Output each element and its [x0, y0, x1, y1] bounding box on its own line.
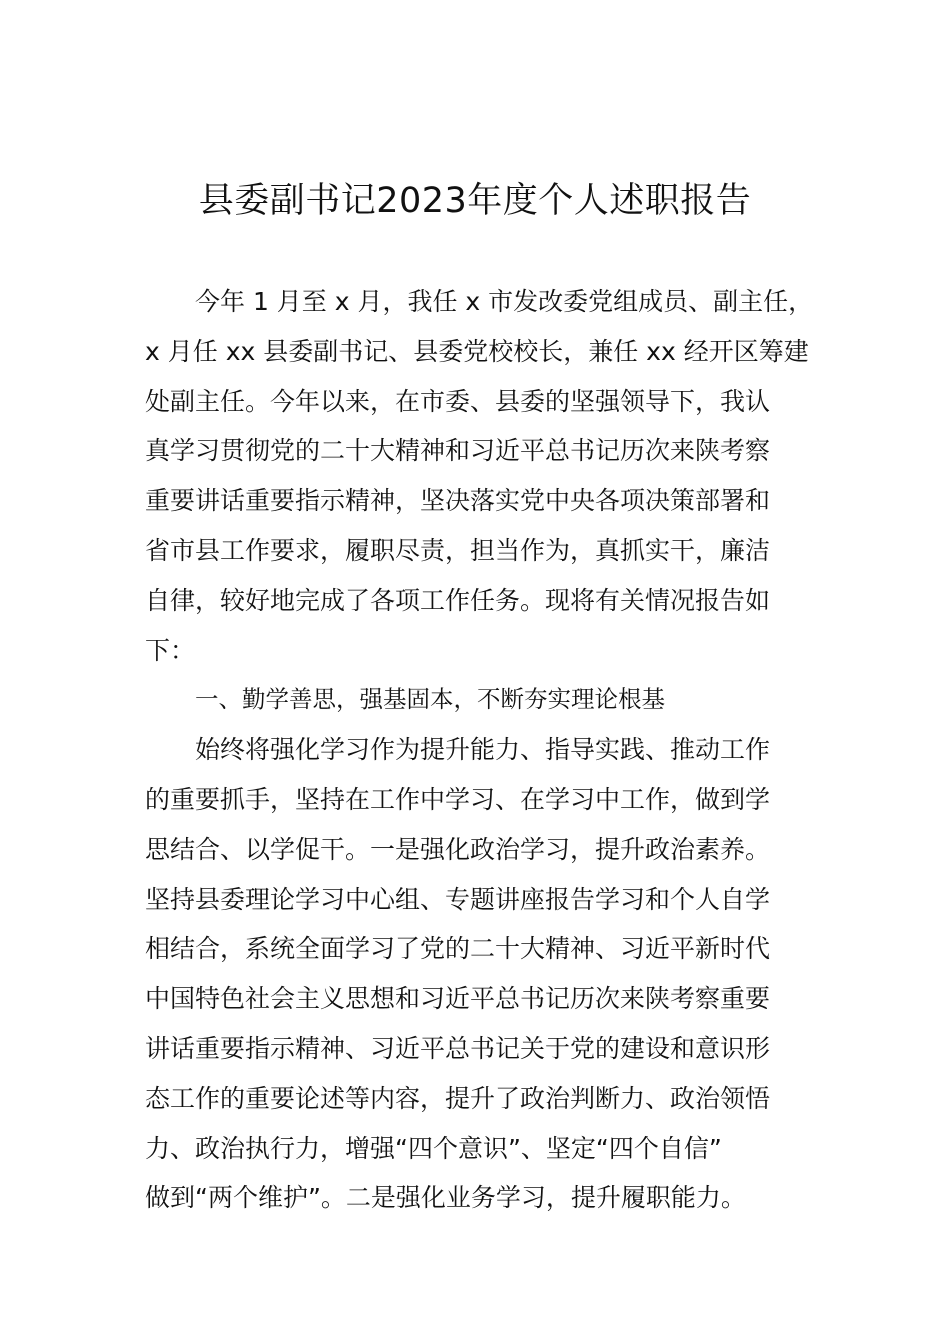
document-title: 县委副书记2023年度个人述职报告 — [198, 181, 752, 221]
paragraph-line: 相结合，系统全面学习了党的二十大精神、习近平新时代 — [145, 934, 771, 964]
paragraph-line: 思结合、以学促干。一是强化政治学习，提升政治素养。 — [145, 834, 771, 864]
paragraph-line: 今年 1 月至 x 月，我任 x 市发改委党组成员、副主任， — [195, 287, 814, 316]
paragraph-line: 省市县工作要求，履职尽责，担当作为，真抓实干，廉洁 — [145, 535, 771, 565]
document-body — [145, 277, 815, 1223]
paragraph-line: 自律，较好地完成了各项工作任务。现将有关情况报告如 — [145, 585, 771, 615]
paragraph-line: 下： — [145, 635, 196, 665]
section-heading: 一、勤学善思，强基固本，不断夯实理论根基 — [195, 685, 665, 714]
paragraph-line: 始终将强化学习作为提升能力、指导实践、推动工作 — [195, 735, 771, 765]
paragraph-line: 态工作的重要论述等内容，提升了政治判断力、政治领悟 — [145, 1083, 771, 1113]
paragraph-line: 坚持县委理论学习中心组、专题讲座报告学习和个人自学 — [145, 884, 771, 914]
paragraph-line: 真学习贯彻党的二十大精神和习近平总书记历次来陕考察 — [145, 436, 771, 466]
paragraph-line: x 月任 xx 县委副书记、县委党校校长，兼任 xx 经开区筹建 — [145, 336, 809, 366]
paragraph-line: 的重要抓手，坚持在工作中学习、在学习中工作，做到学 — [145, 784, 771, 814]
paragraph-line: 处副主任。今年以来，在市委、县委的坚强领导下，我认 — [145, 386, 771, 416]
paragraph-line: 中国特色社会主义思想和习近平总书记历次来陕考察重要 — [145, 984, 771, 1014]
paragraph-line: 重要讲话重要指示精神，坚决落实党中央各项决策部署和 — [145, 486, 771, 516]
paragraph-line: 做到“两个维护”。二是强化业务学习，提升履职能力。 — [145, 1183, 746, 1213]
paragraph-line: 讲话重要指示精神、习近平总书记关于党的建设和意识形 — [145, 1033, 771, 1063]
paragraph-line: 力、政治执行力，增强“四个意识”、坚定“四个自信” — [145, 1133, 722, 1163]
